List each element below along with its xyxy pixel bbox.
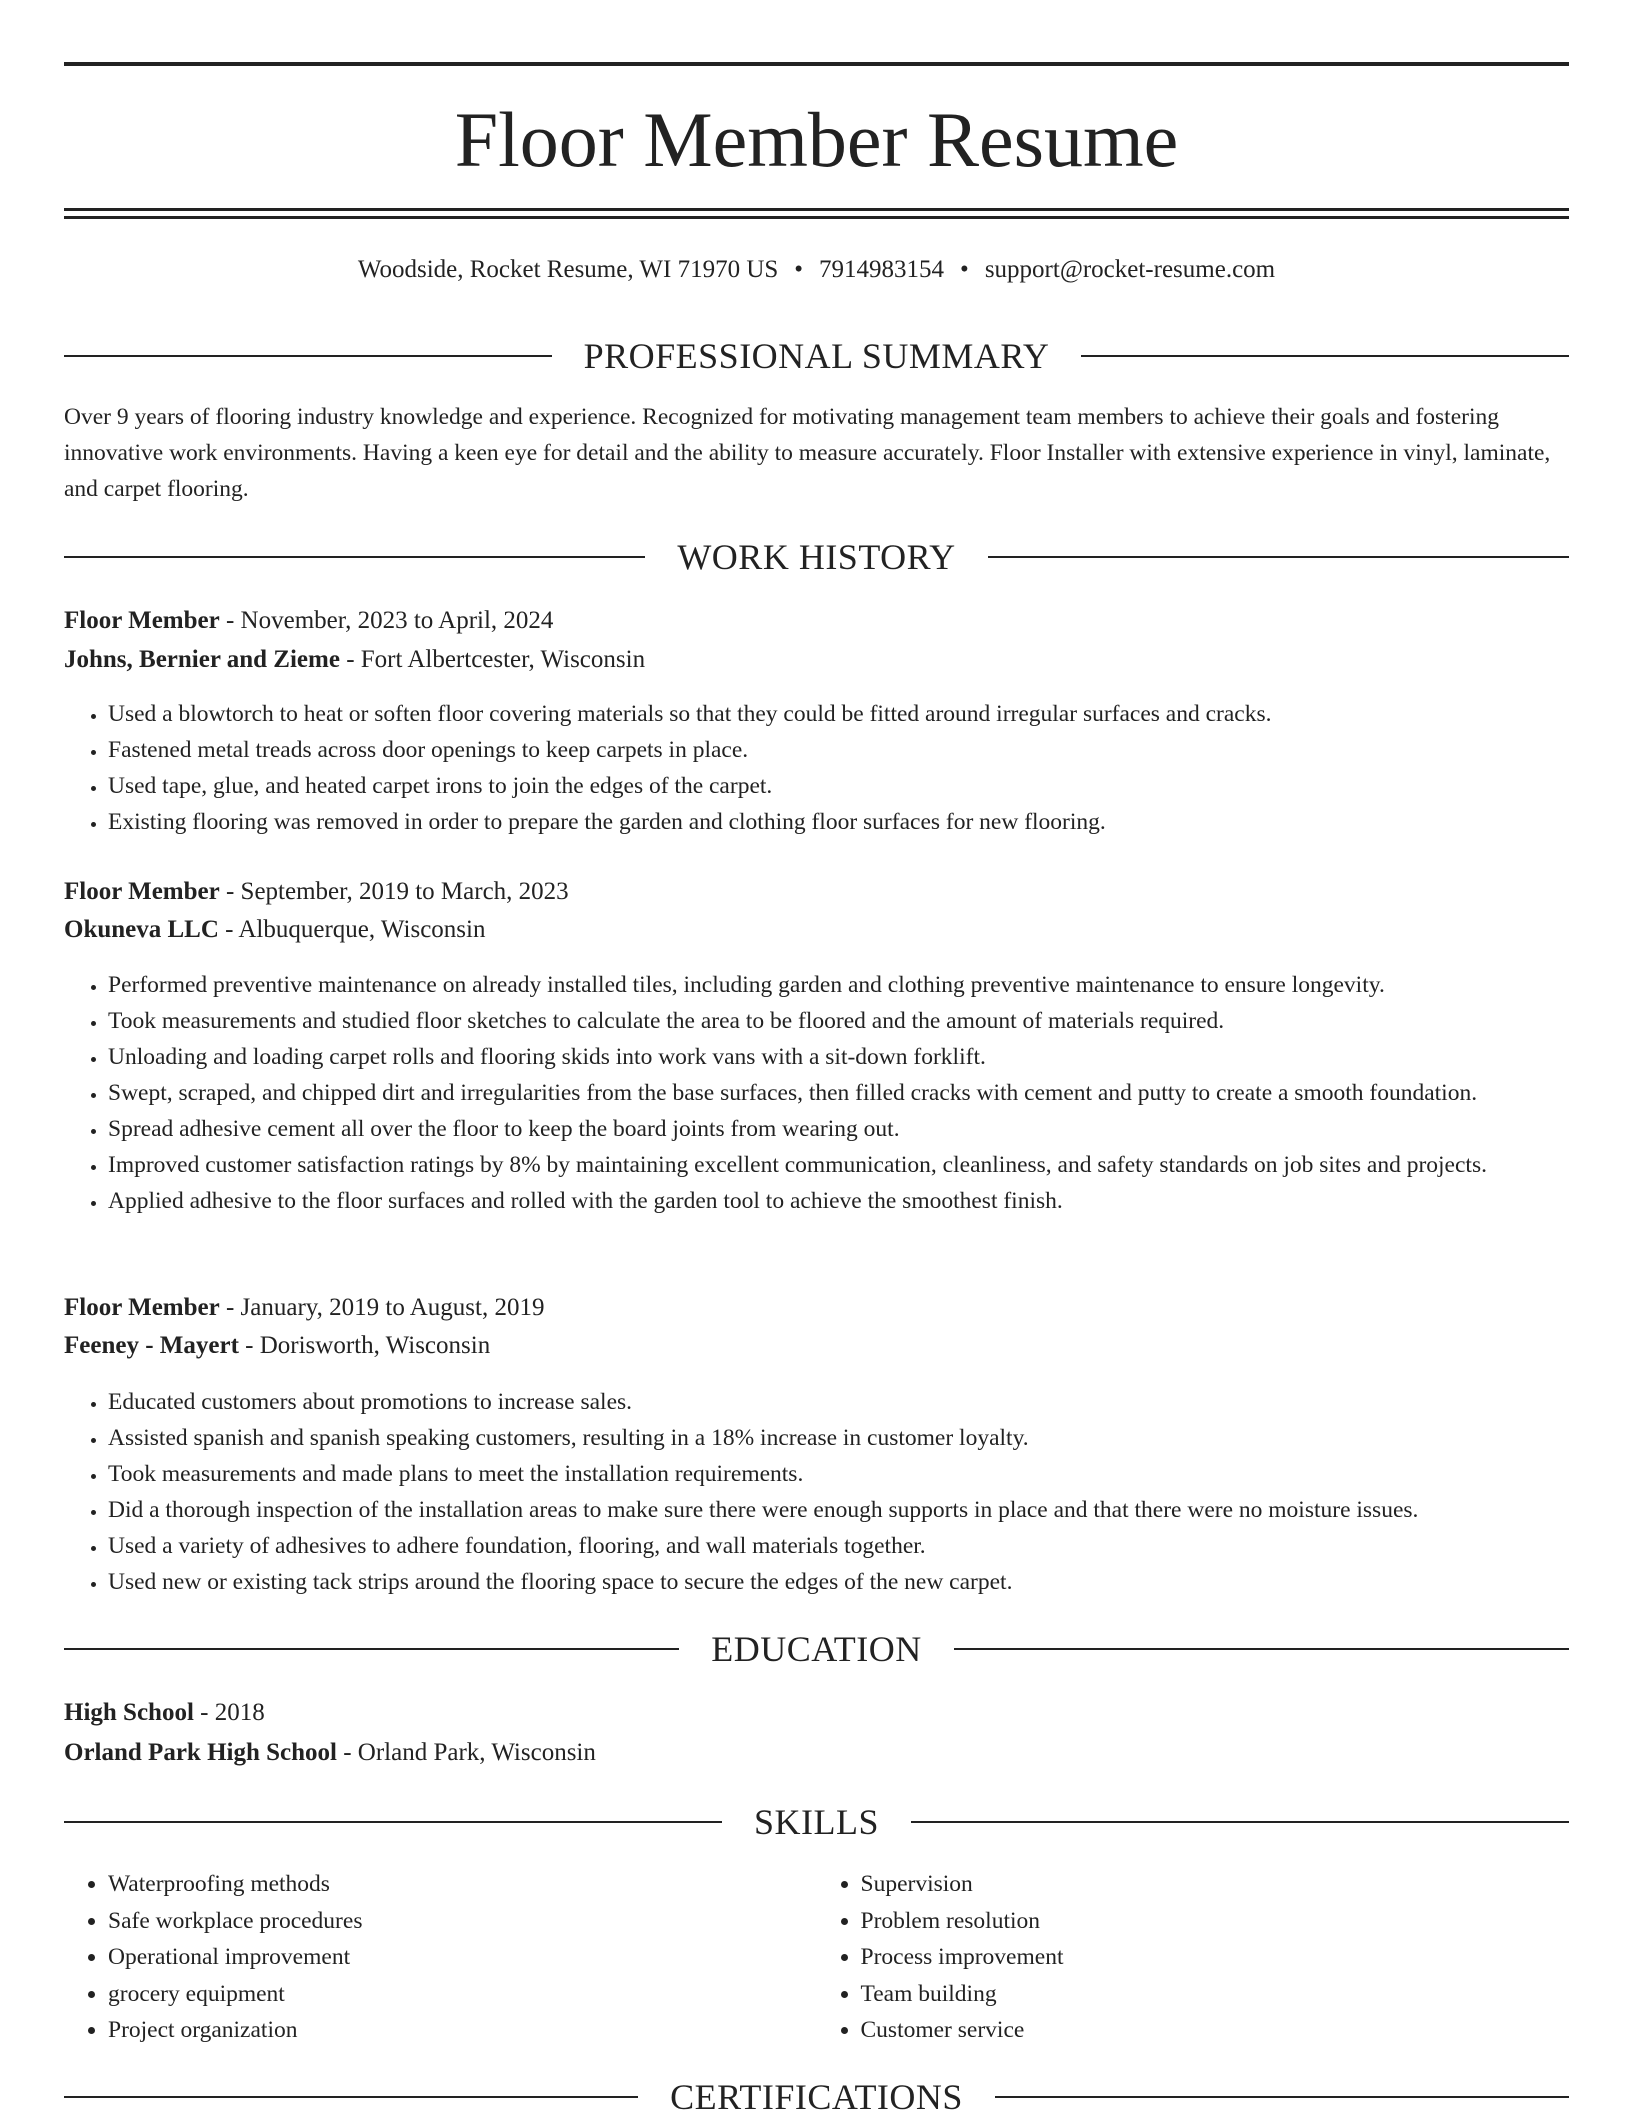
skills-heading <box>64 1797 1569 1847</box>
job-title: Floor Member <box>64 607 220 634</box>
heading-rule <box>911 1821 1569 1823</box>
contact-email: support@rocket-resume.com <box>984 256 1276 283</box>
skills-columns <box>64 1866 1569 2049</box>
top-rule <box>64 62 1569 66</box>
contact-separator: • <box>794 256 804 283</box>
job-location: - Dorisworth, Wisconsin <box>238 1332 491 1359</box>
skill-item: • Project organization <box>108 2012 817 2049</box>
education-year: - 2018 <box>193 1699 265 1726</box>
job-company: Feeney - Mayert <box>64 1332 239 1359</box>
certifications-heading <box>64 2072 1569 2122</box>
work-history-heading <box>64 532 1569 582</box>
list-item: • Unloading and loading carpet rolls and flooring skids into work vans with a sit-down forklift. <box>108 1039 1569 1075</box>
job-location: - Albuquerque, Wisconsin <box>218 916 486 943</box>
job-title: Floor Member <box>64 878 220 905</box>
title-rule-lower <box>64 216 1569 219</box>
heading-rule <box>995 2096 1569 2098</box>
contact-address: Woodside, Rocket Resume, WI 71970 US <box>357 256 779 283</box>
summary-heading <box>64 331 1569 381</box>
skill-item: • Customer service <box>861 2012 1570 2049</box>
education-degree-line <box>64 1694 1569 1732</box>
job-dates: - January, 2019 to August, 2019 <box>219 1294 545 1321</box>
job-title: Floor Member <box>64 1294 220 1321</box>
job-title-line <box>64 1289 1569 1327</box>
section-title: WORK HISTORY <box>677 537 956 577</box>
education-heading <box>64 1624 1569 1674</box>
job-location: - Fort Albertcester, Wisconsin <box>339 646 646 673</box>
education-degree: High School <box>64 1699 194 1726</box>
skill-item: • Waterproofing methods <box>108 1866 817 1903</box>
job-company-line <box>64 1327 1569 1365</box>
skills-list-left <box>64 1866 817 2049</box>
job-title-line <box>64 602 1569 640</box>
skill-item: • Problem resolution <box>861 1903 1570 1940</box>
skills-list-right <box>817 1866 1570 2049</box>
list-item: • Used tape, glue, and heated carpet irons to join the edges of the carpet. <box>108 768 1569 804</box>
job-bullets <box>64 1384 1569 1600</box>
skill-item: • Supervision <box>861 1866 1570 1903</box>
section-title: PROFESSIONAL SUMMARY <box>583 336 1050 376</box>
list-item: • Used a blowtorch to heat or soften floor covering materials so that they could be fitted around irregular surfaces and cracks. <box>108 696 1569 732</box>
heading-rule <box>64 355 552 357</box>
list-item: • Did a thorough inspection of the installation areas to make sure there were enough supports in place and that there were no moisture issues. <box>108 1492 1569 1528</box>
list-item: • Assisted spanish and spanish speaking customers, resulting in a 18% increase in customer loyalty. <box>108 1420 1569 1456</box>
heading-rule <box>988 556 1569 558</box>
education-school: Orland Park High School <box>64 1739 337 1766</box>
job-dates: - September, 2019 to March, 2023 <box>219 878 569 905</box>
job-company: Johns, Bernier and Zieme <box>64 646 340 673</box>
heading-rule <box>954 1648 1569 1650</box>
education-school-line <box>64 1734 1569 1772</box>
list-item: • Used a variety of adhesives to adhere foundation, flooring, and wall materials together. <box>108 1528 1569 1564</box>
heading-rule <box>64 556 645 558</box>
job-bullets <box>64 967 1569 1219</box>
heading-rule <box>64 1821 722 1823</box>
title-rule-upper <box>64 208 1569 211</box>
resume-title: Floor Member Resume <box>454 96 1179 183</box>
education-location: - Orland Park, Wisconsin <box>336 1739 596 1766</box>
list-item: • Swept, scraped, and chipped dirt and irregularities from the base surfaces, then filled cracks with cement and putty to create a smooth foundation. <box>108 1075 1569 1111</box>
list-item: • Used new or existing tack strips around the flooring space to secure the edges of the new carpet. <box>108 1564 1569 1600</box>
contact-phone: 7914983154 <box>819 256 945 283</box>
heading-rule <box>64 1648 679 1650</box>
section-title: SKILLS <box>754 1802 880 1842</box>
summary-text: Over 9 years of flooring industry knowledge and experience. Recognized for motivating management team members to achieve their goals and fostering innovative work environments. Having a keen eye for detail and the ability to measure accurately. Floor Installer with extensive experience in vinyl, laminate, and carpet flooring. <box>64 404 1551 502</box>
list-item: • Spread adhesive cement all over the floor to keep the board joints from wearing out. <box>108 1111 1569 1147</box>
skill-item: • Process improvement <box>861 1939 1570 1976</box>
job-title-line <box>64 873 1569 911</box>
job-dates: - November, 2023 to April, 2024 <box>219 607 554 634</box>
heading-rule <box>64 2096 638 2098</box>
list-item: • Improved customer satisfaction ratings by 8% by maintaining excellent communication, cleanliness, and safety standards on job sites and projects. <box>108 1147 1569 1183</box>
list-item: • Educated customers about promotions to increase sales. <box>108 1384 1569 1420</box>
job-bullets <box>64 696 1569 840</box>
list-item: • Applied adhesive to the floor surfaces and rolled with the garden tool to achieve the smoothest finish. <box>108 1183 1569 1219</box>
list-item: • Took measurements and made plans to meet the installation requirements. <box>108 1456 1569 1492</box>
job-company-line <box>64 911 1569 949</box>
list-item: • Existing flooring was removed in order to prepare the garden and clothing floor surfaces for new flooring. <box>108 804 1569 840</box>
skill-item: • Operational improvement <box>108 1939 817 1976</box>
job-company: Okuneva LLC <box>64 916 219 943</box>
skill-item: • Team building <box>861 1976 1570 2013</box>
heading-rule <box>1081 355 1569 357</box>
list-item: • Fastened metal treads across door openings to keep carpets in place. <box>108 732 1569 768</box>
list-item: • Took measurements and studied floor sketches to calculate the area to be floored and the amount of materials required. <box>108 1003 1569 1039</box>
contact-separator: • <box>960 256 969 283</box>
job-company-line <box>64 641 1569 679</box>
section-title: EDUCATION <box>711 1629 922 1669</box>
section-title: CERTIFICATIONS <box>670 2077 963 2117</box>
skill-item: • grocery equipment <box>108 1976 817 2013</box>
skill-item: • Safe workplace procedures <box>108 1903 817 1940</box>
contact-line <box>64 252 1569 288</box>
list-item: • Performed preventive maintenance on already installed tiles, including garden and clothing preventive maintenance to ensure longevity. <box>108 967 1569 1003</box>
